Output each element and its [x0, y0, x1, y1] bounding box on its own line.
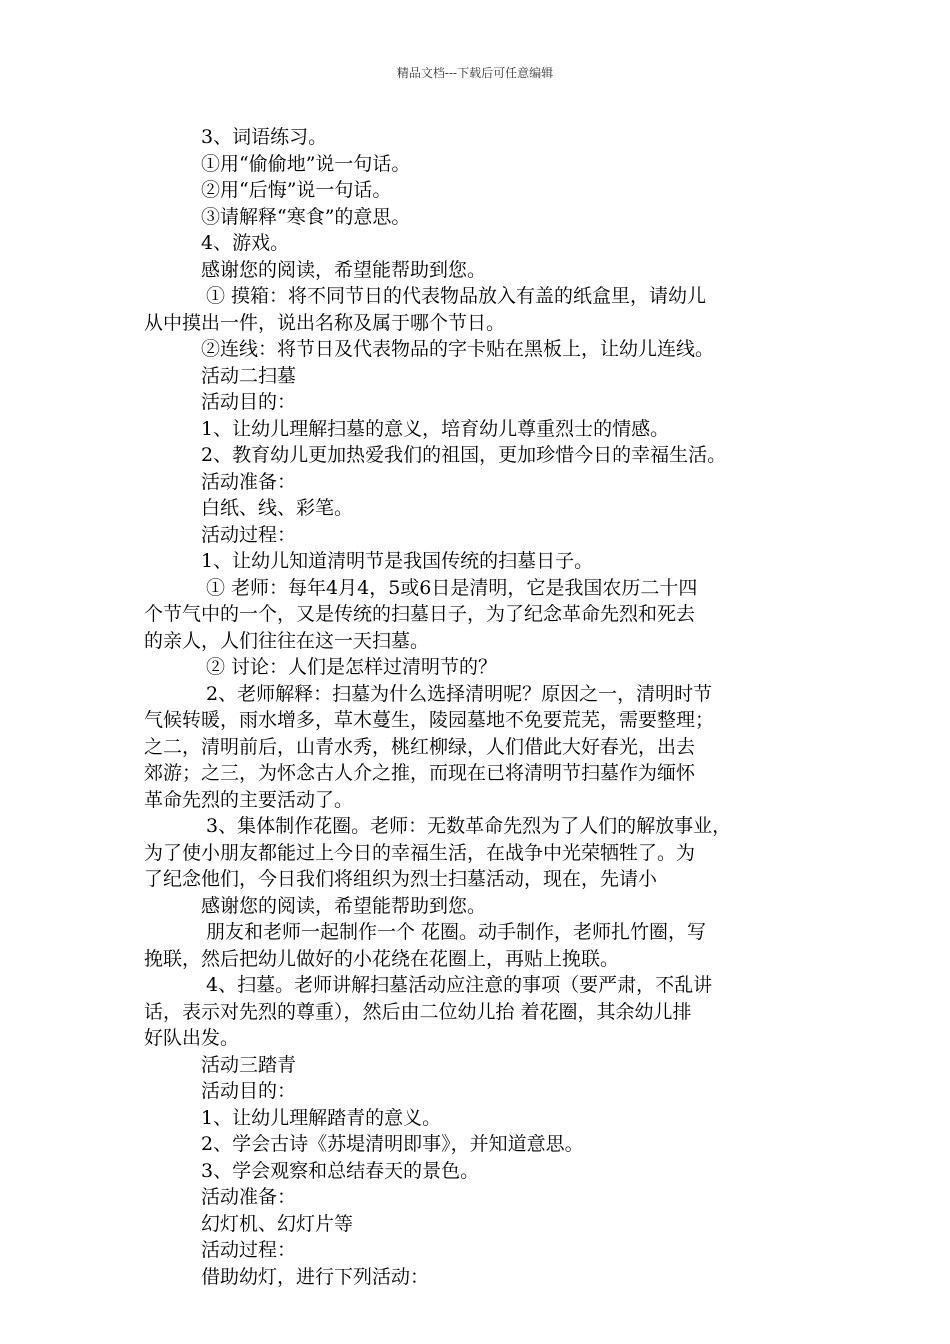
text-line: ① 摸箱：将不同节日的代表物品放入有盖的纸盒里，请幼儿	[206, 285, 707, 307]
text-line: 个节气中的一个，又是传统的扫墓日子，为了纪念革命先烈和死去	[144, 603, 696, 625]
text-line: ③请解释“寒食”的意思。	[201, 205, 411, 228]
text-line: 4、扫墓。老师讲解扫墓活动应注意的事项（要严肃，不乱讲	[206, 974, 713, 996]
text-line: 的亲人，人们往往在这一天扫墓。	[144, 629, 430, 652]
text-line: 活动过程：	[201, 523, 297, 546]
text-line: 好队出发。	[144, 1027, 240, 1049]
text-line: ②用“后悔”说一句话。	[201, 179, 392, 201]
section-heading: 活动二扫墓	[201, 364, 297, 387]
text-line: 借助幼灯，进行下列活动：	[201, 1265, 430, 1288]
text-line: ② 讨论：人们是怎样过清明节的？	[206, 656, 498, 678]
text-line: 为了使小朋友都能过上今日的幸福生活，在战争中光荣牺牲了。为	[144, 841, 696, 864]
text-line: 2、学会古诗《苏堤清明即事》，并知道意思。	[201, 1133, 584, 1155]
text-line: 活动目的：	[201, 1080, 297, 1102]
text-line: 4、游戏。	[201, 232, 290, 254]
text-line: 感谢您的阅读，希望能帮助到您。	[201, 894, 487, 917]
text-line: 1、让幼儿知道清明节是我国传统的扫墓日子。	[201, 550, 594, 572]
text-line: 挽联，然后把幼儿做好的小花绕在花圈上，再贴上挽联。	[144, 947, 620, 970]
text-line: ① 老师：每年4月4，5或6日是清明，它是我国农历二十四	[206, 576, 698, 599]
document-body	[144, 124, 814, 1290]
text-line: 感谢您的阅读，希望能帮助到您。	[201, 258, 487, 281]
text-line: 3、词语练习。	[201, 126, 328, 148]
text-line: 革命先烈的主要活动了。	[144, 788, 354, 811]
text-line: 幻灯机、幻灯片等	[201, 1212, 354, 1235]
text-line: 活动准备：	[201, 1186, 297, 1208]
text-line: 白纸、线、彩笔。	[201, 497, 354, 519]
page-header: 精品文档---下载后可任意编辑	[396, 66, 554, 80]
text-line: 话，表示对先烈的尊重），然后由二位幼儿抬 着花圈，其余幼儿排	[144, 1000, 692, 1023]
text-line: 气候转暖，雨水增多，草木蔓生，陵园墓地不免要荒芜，需要整理；	[144, 709, 715, 731]
text-line: 活动准备：	[201, 470, 297, 493]
text-line: 1、让幼儿理解踏青的意义。	[201, 1106, 442, 1129]
text-line: 从中摸出一件，说出名称及属于哪个节日。	[144, 311, 506, 334]
text-line: ①用“偷偷地”说一句话。	[201, 152, 411, 175]
text-line: 了纪念他们，今日我们将组织为烈士扫墓活动，现在，先请小	[144, 868, 658, 890]
text-line: 3、集体制作花圈。老师：无数革命先烈为了人们的解放事业，	[206, 815, 732, 837]
text-line: 郊游；之三，为怀念古人介之推，而现在已将清明节扫墓作为缅怀	[144, 762, 696, 784]
text-line: 2、教育幼儿更加热爱我们的祖国，更加珍惜今日的幸福生活。	[201, 444, 727, 466]
text-line: 活动过程：	[201, 1239, 297, 1261]
text-line: 1、让幼儿理解扫墓的意义，培育幼儿尊重烈士的情感。	[201, 417, 670, 440]
text-line: 3、学会观察和总结春天的景色。	[201, 1159, 480, 1182]
section-heading: 活动三踏青	[201, 1053, 297, 1076]
text-line: ②连线：将节日及代表物品的字卡贴在黑板上，让幼儿连线。	[201, 338, 715, 360]
text-line: 活动目的：	[201, 391, 297, 413]
text-line: 朋友和老师一起制作一个 花圈。动手制作，老师扎竹圈，写	[206, 921, 707, 943]
text-line: 之二，清明前后，山青水秀，桃红柳绿，人们借此大好春光，出去	[144, 735, 696, 758]
text-line: 2、老师解释：扫墓为什么选择清明呢？原因之一，清明时节	[206, 682, 713, 705]
